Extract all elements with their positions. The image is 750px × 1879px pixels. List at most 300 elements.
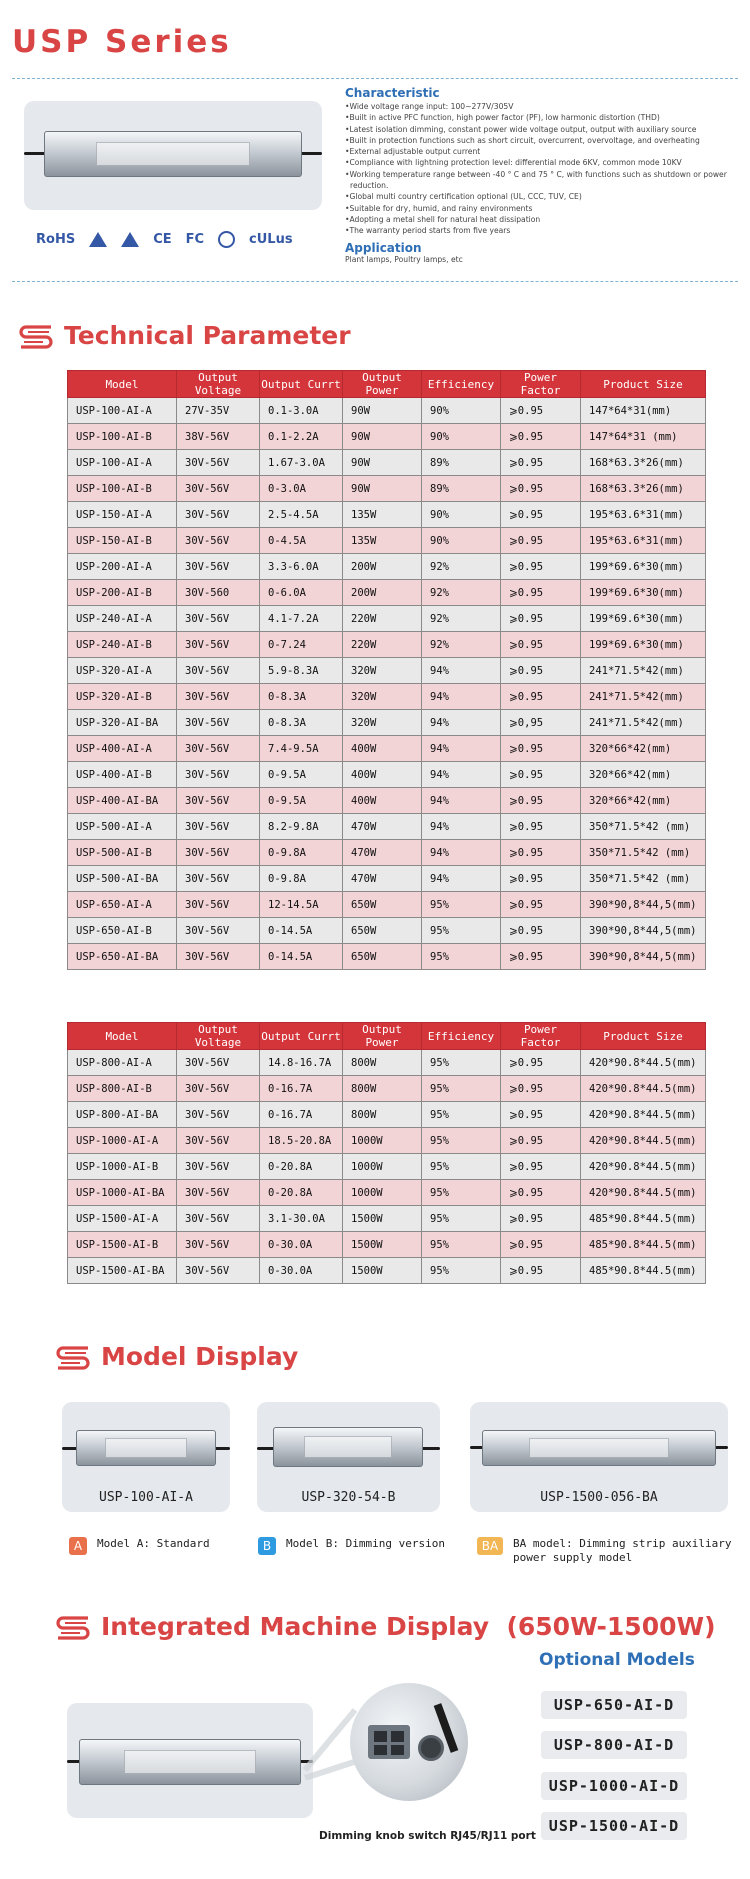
table-cell: 420*90.8*44.5(mm) xyxy=(581,1180,706,1206)
table-cell: 1500W xyxy=(343,1206,422,1232)
table-row xyxy=(68,866,706,892)
table-row xyxy=(68,554,706,580)
model-card-a xyxy=(62,1402,230,1512)
table-cell: USP-320-AI-BA xyxy=(68,710,177,736)
table-cell: 3.3-6.0A xyxy=(260,554,343,580)
table-cell: 0-8.3A xyxy=(260,684,343,710)
characteristic-item: • Global multi country certification optional (UL, CCC, TUV, CE) xyxy=(345,191,740,202)
table-cell: 1000W xyxy=(343,1180,422,1206)
table-cell: ⩾0.95 xyxy=(501,840,581,866)
table-cell: 5.9-8.3A xyxy=(260,658,343,684)
driver-image xyxy=(273,1427,423,1467)
table-cell: ⩾0.95 xyxy=(501,684,581,710)
table-row xyxy=(68,398,706,424)
column-header: Model xyxy=(68,371,177,398)
table-cell: 94% xyxy=(422,814,501,840)
table-cell: USP-150-AI-A xyxy=(68,502,177,528)
table-cell: 0-16.7A xyxy=(260,1076,343,1102)
table-row xyxy=(68,1076,706,1102)
table-row xyxy=(68,580,706,606)
optional-model-pill: USP-800-AI-D xyxy=(541,1731,687,1759)
table-cell: 0-6.0A xyxy=(260,580,343,606)
table-cell: 400W xyxy=(343,762,422,788)
table-cell: ⩾0.95 xyxy=(501,450,581,476)
table-cell: USP-320-AI-B xyxy=(68,684,177,710)
column-header: Output Power xyxy=(343,1023,422,1050)
table-cell: 95% xyxy=(422,1154,501,1180)
table-cell: USP-1500-AI-A xyxy=(68,1206,177,1232)
badge-a: A xyxy=(69,1537,87,1555)
table-cell: 95% xyxy=(422,1180,501,1206)
table-cell: USP-500-AI-BA xyxy=(68,866,177,892)
table-cell: ⩾0.95 xyxy=(501,1180,581,1206)
table-cell: 420*90.8*44.5(mm) xyxy=(581,1102,706,1128)
table-header-row xyxy=(68,371,706,398)
optional-models-title: Optional Models xyxy=(539,1650,695,1670)
technical-title: Technical Parameter xyxy=(64,321,351,350)
table-cell: 0-20.8A xyxy=(260,1154,343,1180)
spec-table-2 xyxy=(67,1022,706,1284)
table-cell: 0-30.0A xyxy=(260,1258,343,1284)
column-header: Product Size xyxy=(581,1023,706,1050)
table-cell: 0.1-2.2A xyxy=(260,424,343,450)
table-cell: 485*90.8*44.5(mm) xyxy=(581,1258,706,1284)
table-cell: 94% xyxy=(422,762,501,788)
table-cell: 420*90.8*44.5(mm) xyxy=(581,1076,706,1102)
table-cell: 650W xyxy=(343,918,422,944)
table-cell: 390*90,8*44,5(mm) xyxy=(581,892,706,918)
ccc-circle-icon xyxy=(218,231,235,248)
badge-b: B xyxy=(258,1537,276,1555)
table-cell: 90W xyxy=(343,398,422,424)
legend-b xyxy=(258,1537,445,1555)
table-header-row xyxy=(68,1023,706,1050)
table-cell: 168*63.3*26(mm) xyxy=(581,476,706,502)
table-cell: ⩾0.95 xyxy=(501,632,581,658)
legend-a xyxy=(69,1537,210,1555)
table-cell: USP-320-AI-A xyxy=(68,658,177,684)
table-cell: USP-800-AI-B xyxy=(68,1076,177,1102)
table-cell: 241*71.5*42(mm) xyxy=(581,658,706,684)
table-cell: ⩾0.95 xyxy=(501,788,581,814)
table-cell: 485*90.8*44.5(mm) xyxy=(581,1232,706,1258)
certification-row xyxy=(36,231,293,248)
table-cell: 90% xyxy=(422,502,501,528)
page-title: USP Series xyxy=(12,24,232,60)
ul-logo: cULus xyxy=(249,232,293,247)
table-cell: USP-1000-AI-A xyxy=(68,1128,177,1154)
table-row xyxy=(68,684,706,710)
s-logo-icon xyxy=(18,323,54,349)
table-cell: ⩾0.95 xyxy=(501,918,581,944)
table-cell: 4.1-7.2A xyxy=(260,606,343,632)
model-card-ba xyxy=(470,1402,728,1512)
table-cell: ⩾0.95 xyxy=(501,580,581,606)
table-cell: 92% xyxy=(422,606,501,632)
table-cell: 400W xyxy=(343,788,422,814)
table-cell: 94% xyxy=(422,684,501,710)
table-cell: ⩾0.95 xyxy=(501,606,581,632)
table-cell: 90W xyxy=(343,424,422,450)
table-cell: 30V-56V xyxy=(177,502,260,528)
legend-a-text: Model A: Standard xyxy=(97,1537,210,1550)
table-cell: USP-100-AI-A xyxy=(68,398,177,424)
cable-left xyxy=(24,152,46,155)
table-cell: 0-3.0A xyxy=(260,476,343,502)
table-cell: 200W xyxy=(343,580,422,606)
table-cell: 30V-56V xyxy=(177,1206,260,1232)
table-cell: 30V-56V xyxy=(177,554,260,580)
table-cell: 420*90.8*44.5(mm) xyxy=(581,1050,706,1076)
table-cell: 18.5-20.8A xyxy=(260,1128,343,1154)
column-header: Efficiency xyxy=(422,371,501,398)
table-cell: 0-20.8A xyxy=(260,1180,343,1206)
table-cell: 8.2-9.8A xyxy=(260,814,343,840)
table-cell: 94% xyxy=(422,866,501,892)
table-row xyxy=(68,1206,706,1232)
table-row xyxy=(68,1128,706,1154)
table-cell: ⩾0.95 xyxy=(501,528,581,554)
characteristic-item: • External adjustable output current xyxy=(345,146,740,157)
characteristic-item: • Built in active PFC function, high power factor (PF), low harmonic distortion (THD) xyxy=(345,112,740,123)
characteristic-item: • Latest isolation dimming, constant power wide voltage output, output with auxiliary source xyxy=(345,124,740,135)
table-cell: 3.1-30.0A xyxy=(260,1206,343,1232)
table-cell: 30V-56V xyxy=(177,710,260,736)
table-row xyxy=(68,658,706,684)
table-cell: 420*90.8*44.5(mm) xyxy=(581,1154,706,1180)
table-cell: ⩾0.95 xyxy=(501,1232,581,1258)
table-cell: ⩾0,95 xyxy=(501,710,581,736)
table-cell: 0-30.0A xyxy=(260,1232,343,1258)
table-cell: 94% xyxy=(422,840,501,866)
driver-image xyxy=(482,1430,716,1466)
table-cell: 30V-56V xyxy=(177,1050,260,1076)
table-cell: USP-1000-AI-B xyxy=(68,1154,177,1180)
table-cell: 195*63.6*31(mm) xyxy=(581,528,706,554)
table-cell: 199*69.6*30(mm) xyxy=(581,580,706,606)
table-cell: 199*69.6*30(mm) xyxy=(581,632,706,658)
table-cell: USP-240-AI-B xyxy=(68,632,177,658)
table-cell: 95% xyxy=(422,1232,501,1258)
table-cell: 30V-56V xyxy=(177,1128,260,1154)
table-cell: 92% xyxy=(422,554,501,580)
table-cell: 30V-56V xyxy=(177,658,260,684)
table-cell: USP-400-AI-BA xyxy=(68,788,177,814)
saa-triangle-icon xyxy=(121,232,139,247)
integrated-header xyxy=(55,1612,716,1641)
table-cell: 90W xyxy=(343,476,422,502)
table-cell: USP-650-AI-A xyxy=(68,892,177,918)
characteristic-item: • Wide voltage range input: 100~277V/305V xyxy=(345,101,740,112)
rohs-logo: RoHS xyxy=(36,232,76,247)
table-cell: 38V-56V xyxy=(177,424,260,450)
table-cell: 30V-56V xyxy=(177,814,260,840)
optional-model-pill: USP-1000-AI-D xyxy=(541,1772,687,1800)
characteristic-list xyxy=(345,101,740,237)
table-cell: 2.5-4.5A xyxy=(260,502,343,528)
s-logo-icon xyxy=(55,1614,91,1640)
characteristic-item: • Compliance with lightning protection level: differential mode 6KV, common mode 10KV xyxy=(345,157,740,168)
table-row xyxy=(68,814,706,840)
s-logo-icon xyxy=(55,1344,91,1370)
table-row xyxy=(68,918,706,944)
table-row xyxy=(68,1232,706,1258)
table-cell: USP-650-AI-B xyxy=(68,918,177,944)
table-cell: 390*90,8*44,5(mm) xyxy=(581,918,706,944)
table-cell: 800W xyxy=(343,1050,422,1076)
table-cell: 92% xyxy=(422,580,501,606)
table-cell: 0-7.24 xyxy=(260,632,343,658)
table-row xyxy=(68,528,706,554)
application-title: Application xyxy=(345,240,422,255)
table-cell: 90% xyxy=(422,424,501,450)
table-row xyxy=(68,840,706,866)
table-cell: 30V-56V xyxy=(177,528,260,554)
characteristic-item: • Working temperature range between -40 ° C and 75 ° C, with functions such as shutdown or power reduction. xyxy=(345,169,740,192)
table-cell: ⩾0.95 xyxy=(501,1258,581,1284)
table-cell: USP-240-AI-A xyxy=(68,606,177,632)
driver-image xyxy=(44,131,302,177)
table-cell: 220W xyxy=(343,606,422,632)
table-cell: 1000W xyxy=(343,1128,422,1154)
table-cell: 94% xyxy=(422,788,501,814)
dimming-knob-icon xyxy=(418,1735,444,1761)
table-cell: USP-100-AI-B xyxy=(68,476,177,502)
table-cell: 30V-56V xyxy=(177,840,260,866)
application-text: Plant lamps, Poultry lamps, etc xyxy=(345,254,463,264)
table-cell: 95% xyxy=(422,1102,501,1128)
characteristic-item: • Suitable for dry, humid, and rainy environments xyxy=(345,203,740,214)
table-cell: 30V-56V xyxy=(177,450,260,476)
table-cell: 90% xyxy=(422,528,501,554)
table-cell: 95% xyxy=(422,918,501,944)
model-card-caption: USP-100-AI-A xyxy=(99,1490,193,1505)
table-cell: 241*71.5*42(mm) xyxy=(581,710,706,736)
table-cell: USP-1500-AI-BA xyxy=(68,1258,177,1284)
table-cell: ⩾0.95 xyxy=(501,424,581,450)
table-cell: 30V-56V xyxy=(177,476,260,502)
table-cell: 30V-56V xyxy=(177,1232,260,1258)
tuv-triangle-icon xyxy=(89,232,107,247)
table-cell: 800W xyxy=(343,1076,422,1102)
table-cell: 320*66*42(mm) xyxy=(581,788,706,814)
driver-image xyxy=(76,1430,216,1466)
characteristic-item: • The warranty period starts from five years xyxy=(345,225,740,236)
table-cell: 30V-560 xyxy=(177,580,260,606)
table-cell: 89% xyxy=(422,450,501,476)
integrated-title: Integrated Machine Display (650W-1500W) xyxy=(101,1612,716,1641)
column-header: Output Voltage xyxy=(177,371,260,398)
table-cell: 90W xyxy=(343,450,422,476)
table-cell: 320W xyxy=(343,684,422,710)
table-cell: 30V-56V xyxy=(177,632,260,658)
table-row xyxy=(68,424,706,450)
table-cell: 0-14.5A xyxy=(260,918,343,944)
table-cell: ⩾0.95 xyxy=(501,892,581,918)
table-cell: 241*71.5*42(mm) xyxy=(581,684,706,710)
table-cell: 650W xyxy=(343,892,422,918)
table-cell: 0-16.7A xyxy=(260,1102,343,1128)
table-cell: 30V-56V xyxy=(177,762,260,788)
table-cell: 27V-35V xyxy=(177,398,260,424)
table-cell: ⩾0.95 xyxy=(501,1050,581,1076)
table-cell: USP-800-AI-A xyxy=(68,1050,177,1076)
table-row xyxy=(68,502,706,528)
table-cell: 94% xyxy=(422,736,501,762)
table-cell: 30V-56V xyxy=(177,944,260,970)
table-row xyxy=(68,476,706,502)
table-cell: 30V-56V xyxy=(177,1258,260,1284)
table-cell: 199*69.6*30(mm) xyxy=(581,554,706,580)
table-cell: 0-4.5A xyxy=(260,528,343,554)
table-cell: 320*66*42(mm) xyxy=(581,762,706,788)
table-cell: 470W xyxy=(343,866,422,892)
table-cell: ⩾0.95 xyxy=(501,398,581,424)
table-cell: 30V-56V xyxy=(177,684,260,710)
table-cell: 95% xyxy=(422,892,501,918)
divider-bottom xyxy=(12,281,738,282)
table-cell: USP-1000-AI-BA xyxy=(68,1180,177,1206)
table-cell: 0-9.8A xyxy=(260,840,343,866)
column-header: Power Factor xyxy=(501,1023,581,1050)
table-row xyxy=(68,632,706,658)
table-cell: 400W xyxy=(343,736,422,762)
table-cell: 390*90,8*44,5(mm) xyxy=(581,944,706,970)
model-display-title: Model Display xyxy=(101,1342,299,1371)
table-cell: USP-200-AI-B xyxy=(68,580,177,606)
table-cell: 320W xyxy=(343,710,422,736)
rj45-zoom-image xyxy=(350,1683,468,1801)
table-cell: 95% xyxy=(422,944,501,970)
table-row xyxy=(68,892,706,918)
product-image-card xyxy=(24,101,322,210)
table-row xyxy=(68,1258,706,1284)
cable-right xyxy=(300,152,322,155)
divider-top xyxy=(12,78,738,79)
table-cell: 320*66*42(mm) xyxy=(581,736,706,762)
characteristic-block xyxy=(345,86,740,264)
table-cell: 350*71.5*42 (mm) xyxy=(581,840,706,866)
table-cell: ⩾0.95 xyxy=(501,658,581,684)
table-cell: 0-9.8A xyxy=(260,866,343,892)
table-cell: 147*64*31 (mm) xyxy=(581,424,706,450)
table-cell: 420*90.8*44.5(mm) xyxy=(581,1128,706,1154)
table-cell: 220W xyxy=(343,632,422,658)
table-row xyxy=(68,606,706,632)
table-cell: 12-14.5A xyxy=(260,892,343,918)
table-cell: 30V-56V xyxy=(177,736,260,762)
technical-section-header xyxy=(18,321,351,350)
table-cell: 0-9.5A xyxy=(260,788,343,814)
driver-image xyxy=(79,1739,301,1785)
table-cell: 800W xyxy=(343,1102,422,1128)
table-cell: 30V-56V xyxy=(177,606,260,632)
table-cell: 95% xyxy=(422,1050,501,1076)
column-header: Model xyxy=(68,1023,177,1050)
table-cell: 95% xyxy=(422,1076,501,1102)
table-cell: 30V-56V xyxy=(177,1102,260,1128)
table-cell: ⩾0.95 xyxy=(501,762,581,788)
table-cell: 470W xyxy=(343,840,422,866)
table-cell: 485*90.8*44.5(mm) xyxy=(581,1206,706,1232)
table-cell: USP-200-AI-A xyxy=(68,554,177,580)
table-cell: 95% xyxy=(422,1258,501,1284)
table-cell: 1000W xyxy=(343,1154,422,1180)
legend-b-text: Model B: Dimming version xyxy=(286,1537,445,1550)
table-cell: ⩾0.95 xyxy=(501,866,581,892)
table-cell: USP-1500-AI-B xyxy=(68,1232,177,1258)
table-cell: ⩾0.95 xyxy=(501,814,581,840)
table-cell: 1500W xyxy=(343,1258,422,1284)
table-row xyxy=(68,762,706,788)
table-cell: USP-150-AI-B xyxy=(68,528,177,554)
table-cell: USP-400-AI-A xyxy=(68,736,177,762)
table-cell: 135W xyxy=(343,502,422,528)
legend-ba xyxy=(477,1537,732,1565)
table-row xyxy=(68,710,706,736)
table-cell: 350*71.5*42 (mm) xyxy=(581,814,706,840)
fc-logo: FC xyxy=(185,232,205,247)
table-cell: 30V-56V xyxy=(177,1180,260,1206)
table-cell: 200W xyxy=(343,554,422,580)
column-header: Output Currt xyxy=(260,371,343,398)
column-header: Product Size xyxy=(581,371,706,398)
table-cell: ⩾0.95 xyxy=(501,944,581,970)
table-cell: ⩾0.95 xyxy=(501,1206,581,1232)
table-row xyxy=(68,450,706,476)
table-cell: 30V-56V xyxy=(177,892,260,918)
table-cell: USP-500-AI-B xyxy=(68,840,177,866)
table-cell: 30V-56V xyxy=(177,918,260,944)
table-cell: 30V-56V xyxy=(177,788,260,814)
table-cell: 320W xyxy=(343,658,422,684)
table-row xyxy=(68,1050,706,1076)
table-cell: 168*63.3*26(mm) xyxy=(581,450,706,476)
table-row xyxy=(68,944,706,970)
table-cell: ⩾0.95 xyxy=(501,502,581,528)
table-cell: 94% xyxy=(422,658,501,684)
badge-ba: BA xyxy=(477,1537,503,1555)
table-cell: 0-8.3A xyxy=(260,710,343,736)
optional-model-pill: USP-1500-AI-D xyxy=(541,1812,687,1840)
table-row xyxy=(68,1102,706,1128)
table-cell: USP-100-AI-A xyxy=(68,450,177,476)
spec-table-1 xyxy=(67,370,706,970)
table-cell: ⩾0.95 xyxy=(501,1076,581,1102)
table-row xyxy=(68,1180,706,1206)
model-card-caption: USP-320-54-B xyxy=(301,1490,396,1505)
table-cell: 90% xyxy=(422,398,501,424)
table-cell: ⩾0.95 xyxy=(501,736,581,762)
table-cell: ⩾0.95 xyxy=(501,1102,581,1128)
table-cell: ⩾0.95 xyxy=(501,554,581,580)
table-cell: USP-400-AI-B xyxy=(68,762,177,788)
table-cell: 1500W xyxy=(343,1232,422,1258)
table-cell: 0-14.5A xyxy=(260,944,343,970)
table-cell: 350*71.5*42 (mm) xyxy=(581,866,706,892)
table-cell: ⩾0.95 xyxy=(501,1128,581,1154)
table-row xyxy=(68,788,706,814)
table-cell: 470W xyxy=(343,814,422,840)
ce-logo: CE xyxy=(153,232,172,247)
table-cell: 89% xyxy=(422,476,501,502)
integrated-product-card xyxy=(67,1703,313,1818)
model-display-header xyxy=(55,1342,298,1371)
optional-model-pill: USP-650-AI-D xyxy=(541,1691,687,1719)
table-cell: 7.4-9.5A xyxy=(260,736,343,762)
table-cell: 650W xyxy=(343,944,422,970)
column-header: Power Factor xyxy=(501,371,581,398)
